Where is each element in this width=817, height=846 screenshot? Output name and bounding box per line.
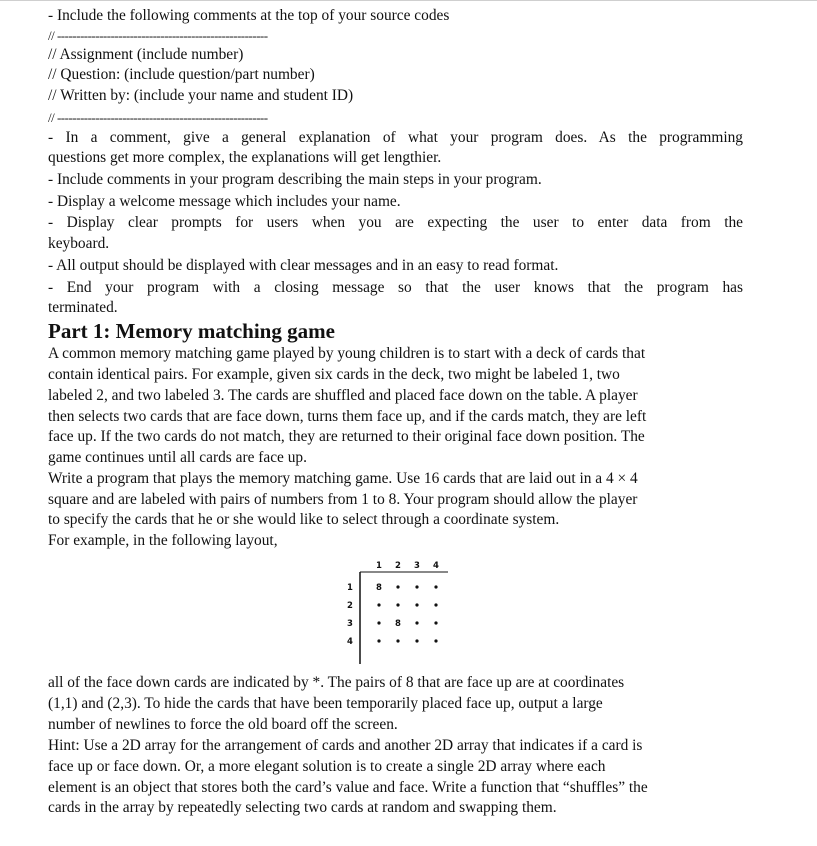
body-line: labeled 2, and two labeled 3. The cards are shuffled and placed face down on the table. A player: [48, 387, 638, 404]
body-line: face up or face down. Or, a more elegant solution is to create a single 2D array where each: [48, 758, 606, 775]
face-down-card: [415, 603, 418, 606]
card-grid: [376, 583, 438, 643]
body-line: to specify the cards that he or she would like to select through a coordinate system.: [48, 511, 560, 528]
face-down-card: [434, 639, 437, 642]
body-line: (1,1) and (2,3). To hide the cards that have been temporarily placed face up, output a large: [48, 695, 603, 712]
column-label: 2: [395, 561, 401, 571]
header-line: - Include the following comments at the top of your source codes: [48, 7, 450, 24]
row-labels: [347, 583, 353, 647]
body-line: cards in the array by repeatedly selecting two cards at random and swapping them.: [48, 799, 557, 816]
face-down-card: [434, 603, 437, 606]
column-label: 1: [376, 561, 382, 571]
body-line: all of the face down cards are indicated by *. The pairs of 8 that are face up are at coordinates: [48, 674, 625, 691]
rule-line: questions get more complex, the explanations will get lengthier.: [48, 149, 442, 166]
body-line: Write a program that plays the memory matching game. Use 16 cards that are laid out in a 4 × 4: [48, 470, 638, 487]
face-up-card: 8: [376, 583, 382, 593]
body-line: game continues until all cards are face up.: [48, 449, 307, 466]
body-line: number of newlines to force the old board off the screen.: [48, 716, 398, 733]
header-line: // Question: (include question/part number): [48, 66, 315, 83]
face-down-card: [396, 585, 399, 588]
face-up-card: 8: [395, 619, 401, 629]
rule-line: - Display clear prompts for users when you are expecting the user to enter data from the: [48, 214, 743, 231]
row-label: 1: [347, 583, 353, 593]
body-line: For example, in the following layout,: [48, 532, 278, 549]
body-line: then selects two cards that are face down, turns them face up, and if the cards match, they are left: [48, 408, 647, 425]
comment-divider: // -------------------------------------------------------: [48, 110, 268, 125]
row-label: 4: [347, 637, 353, 647]
face-down-card: [377, 621, 380, 624]
body-line: square and are labeled with pairs of numbers from 1 to 8. Your program should allow the player: [48, 491, 638, 508]
header-line: // Written by: (include your name and student ID): [48, 87, 354, 104]
column-labels: [376, 561, 439, 571]
row-label: 2: [347, 601, 353, 611]
face-down-card: [434, 585, 437, 588]
top-divider: [0, 0, 817, 1]
face-down-card: [415, 621, 418, 624]
rule-line: - Include comments in your program describing the main steps in your program.: [48, 171, 542, 188]
column-label: 3: [414, 561, 420, 571]
face-down-card: [396, 603, 399, 606]
face-down-card: [434, 621, 437, 624]
comment-divider: // -------------------------------------------------------: [48, 28, 268, 43]
body-line: A common memory matching game played by young children is to start with a deck of cards that: [48, 345, 646, 362]
row-label: 3: [347, 619, 353, 629]
face-down-card: [377, 603, 380, 606]
body-line: contain identical pairs. For example, given six cards in the deck, two might be labeled 1, two: [48, 366, 620, 383]
rule-line: terminated.: [48, 299, 118, 316]
part-title: Part 1: Memory matching game: [48, 319, 335, 343]
rule-line: - In a comment, give a general explanation of what your program does. As the programming: [48, 129, 743, 146]
body-line: element is an object that stores both the card’s value and face. Write a function that “shuffles” the: [48, 779, 648, 796]
body-line: face up. If the two cards do not match, they are returned to their original face down position. The: [48, 428, 645, 445]
body-line: Hint: Use a 2D array for the arrangement of cards and another 2D array that indicates if a card is: [48, 737, 643, 754]
face-down-card: [377, 639, 380, 642]
rule-line: - Display a welcome message which includes your name.: [48, 193, 401, 210]
rule-line: - End your program with a closing message so that the user knows that the program has: [48, 279, 743, 296]
card-layout-figure: [338, 560, 458, 670]
face-down-card: [415, 585, 418, 588]
face-down-card: [396, 639, 399, 642]
header-line: // Assignment (include number): [48, 46, 244, 63]
face-down-card: [415, 639, 418, 642]
rule-line: - All output should be displayed with clear messages and in an easy to read format.: [48, 257, 559, 274]
column-label: 4: [433, 561, 439, 571]
rule-line: keyboard.: [48, 235, 110, 252]
